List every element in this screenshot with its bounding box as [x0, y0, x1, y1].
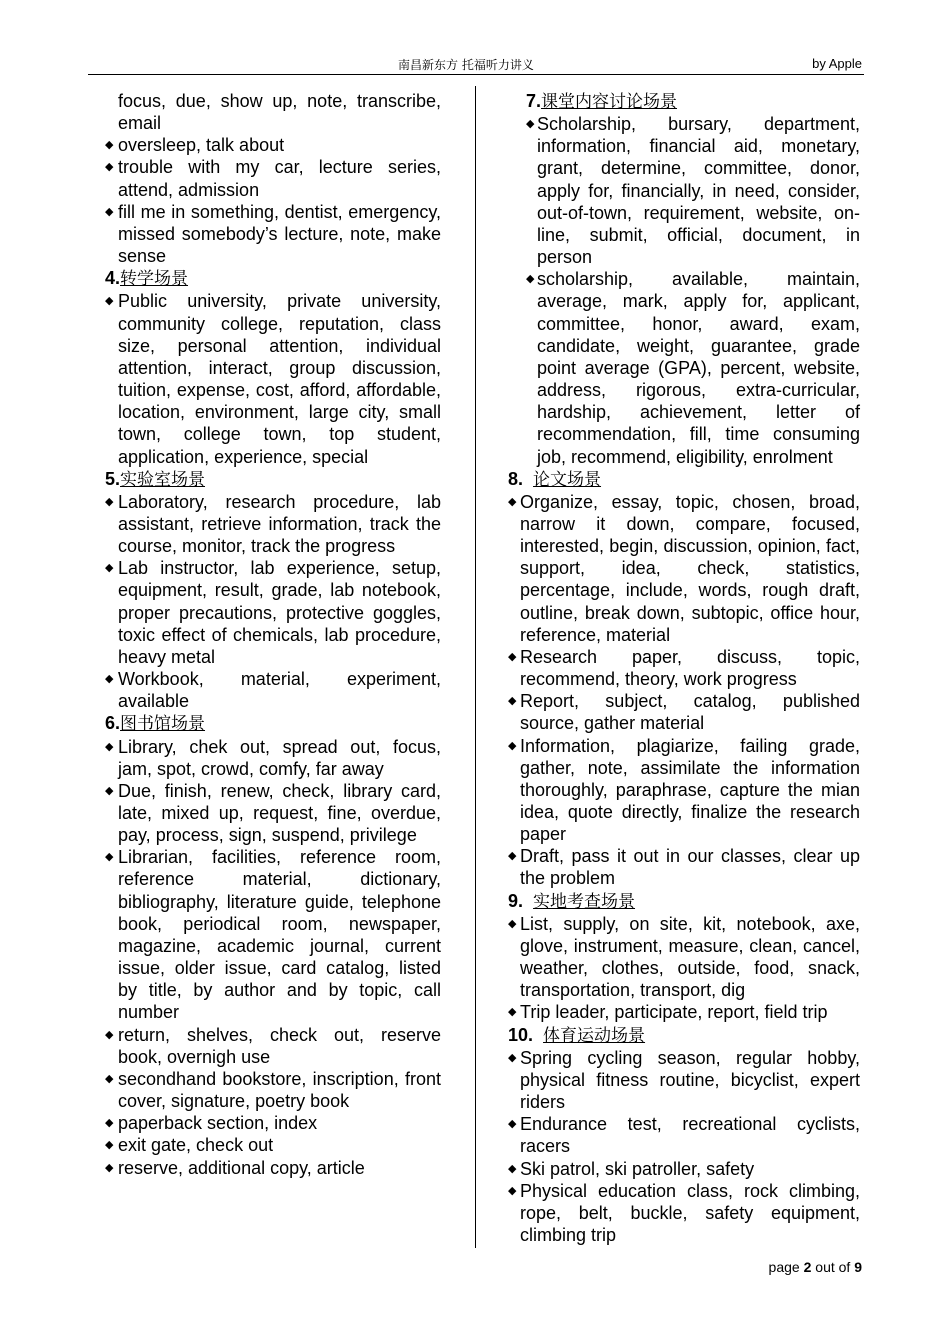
- section-number: 4.: [105, 268, 121, 289]
- list-item-text: scholarship, available, maintain, average, mark, apply for, applicant, committee, honor, award, exam, candidate, weight, guarantee, grade point average (GPA), percent, website, address, rigorous, extra-curricular, hardship, achievement, letter of recommendation, fill, time consuming job, recommend, eligibility, enrolment: [537, 269, 860, 467]
- section-heading: [105, 468, 441, 491]
- header-title: 南昌新东方 托福听力讲义: [398, 58, 534, 72]
- list-item-text: Scholarship, bursary, department, information, financial aid, monetary, grant, determine, committee, donor, apply for, financially, in need, consider, out-of-town, requirement, website, on-line, submit, official, document, in person: [537, 114, 860, 268]
- bullet-icon: ◆: [105, 495, 114, 508]
- list-item: [508, 690, 860, 734]
- list-item: [105, 156, 441, 200]
- list-item-text: List, supply, on site, kit, notebook, axe, glove, instrument, measure, clean, cancel, weather, clothes, outside, food, snack, transportation, transport, dig: [520, 913, 860, 1001]
- section-title: 实地考查场景: [533, 891, 636, 912]
- list-item: [526, 113, 860, 268]
- list-item: [105, 1068, 441, 1112]
- section-title: 图书馆场景: [120, 714, 206, 735]
- section-heading: [508, 468, 860, 491]
- list-item-text: Public university, private university, community college, reputation, class size, personal attention, individual attention, interact, group discussion, tuition, expense, cost, afford, affordable, location, environment, large city, small town, college town, top student, application, experience, special: [118, 291, 441, 467]
- bullet-icon: ◆: [508, 650, 517, 663]
- bullet-icon: ◆: [105, 1072, 114, 1085]
- bullet-icon: ◆: [105, 295, 114, 308]
- section-number: 5.: [105, 468, 121, 489]
- section-heading: [508, 1024, 860, 1047]
- list-item: [508, 1158, 860, 1180]
- list-item: [105, 1112, 441, 1134]
- list-item: [526, 268, 860, 467]
- section-title: 实验室场景: [120, 469, 206, 490]
- list-item: [105, 1134, 441, 1156]
- bullet-icon: ◆: [105, 161, 114, 174]
- page-header: [88, 56, 864, 75]
- list-item-text: Organize, essay, topic, chosen, broad, narrow it down, compare, focused, interested, begin, discussion, opinion, fact, support, idea, check, statistics, percentage, include, words, rough draft, outline, break down, subtopic, office hour, reference, material: [520, 491, 860, 645]
- list-item: [105, 1157, 441, 1179]
- bullet-icon: ◆: [105, 784, 114, 797]
- list-item: [105, 780, 441, 846]
- list-item-text: Information, plagiarize, failing grade, gather, note, assimilate the information thoroughly, paraphrase, capture the mian idea, quote directly, finalize the research paper: [520, 735, 860, 845]
- list-item: [508, 1113, 860, 1157]
- list-item-text: Trip leader, participate, report, field trip: [520, 1002, 828, 1023]
- list-item-text: Lab instructor, lab experience, setup, equipment, result, grade, lab notebook, proper precautions, protective goggles, toxic effect of chemicals, lab procedure, heavy metal: [118, 558, 441, 667]
- bullet-icon: ◆: [508, 1006, 517, 1019]
- bullet-icon: ◆: [508, 1051, 517, 1064]
- bullet-icon: ◆: [508, 739, 517, 752]
- list-item-text: Physical education class, rock climbing, rope, belt, buckle, safety equipment, climbing trip: [520, 1180, 860, 1245]
- list-item: [508, 1001, 860, 1023]
- section-number: 9.: [508, 890, 524, 911]
- list-item-text: Report, subject, catalog, published source, gather material: [520, 691, 860, 734]
- list-item-text: focus, due, show up, note, transcribe, email: [118, 91, 441, 134]
- list-item-text: Due, finish, renew, check, library card, late, mixed up, request, fine, overdue, pay, process, sign, suspend, privilege: [118, 780, 441, 846]
- list-item: [105, 134, 441, 156]
- list-item: [508, 491, 860, 646]
- section-heading: [105, 267, 441, 290]
- section-number: 6.: [105, 713, 121, 734]
- bullet-icon: ◆: [508, 1118, 517, 1131]
- bullet-icon: ◆: [508, 695, 517, 708]
- header-author: by Apple: [812, 56, 862, 71]
- section-title: 转学场景: [120, 269, 189, 290]
- list-item: [105, 201, 441, 267]
- bullet-icon: ◆: [105, 1161, 114, 1174]
- bullet-icon: ◆: [105, 1139, 114, 1152]
- list-item-text: paperback section, index: [118, 1113, 318, 1134]
- bullet-icon: ◆: [105, 205, 114, 218]
- bullet-icon: ◆: [105, 139, 114, 152]
- bullet-icon: ◆: [105, 1028, 114, 1041]
- bullet-icon: ◆: [508, 917, 517, 930]
- right-column: [508, 90, 860, 1246]
- bullet-icon: ◆: [105, 740, 114, 753]
- list-item-text: exit gate, check out: [118, 1135, 274, 1156]
- list-item-text: Ski patrol, ski patroller, safety: [520, 1158, 755, 1179]
- list-item-text: Spring cycling season, regular hobby, physical fitness routine, bicyclist, expert riders: [520, 1047, 860, 1113]
- list-item: [105, 846, 441, 1023]
- list-item-text: trouble with my car, lecture series, attend, admission: [118, 157, 441, 200]
- left-column: [105, 90, 441, 1179]
- section-heading: [105, 712, 441, 735]
- list-item: [508, 845, 860, 889]
- section-title: 论文场景: [533, 469, 602, 490]
- list-item: [105, 736, 441, 780]
- list-item-text: secondhand bookstore, inscription, front cover, signature, poetry book: [118, 1068, 441, 1112]
- list-item-text: Research paper, discuss, topic, recommend, theory, work progress: [520, 646, 860, 690]
- list-item-continued: [105, 90, 441, 134]
- page-number: 2: [803, 1259, 812, 1275]
- section-title: 课堂内容讨论场景: [541, 92, 678, 112]
- bullet-icon: ◆: [105, 562, 114, 575]
- list-item-text: reserve, additional copy, article: [118, 1157, 365, 1178]
- list-item: [105, 557, 441, 668]
- list-item: [508, 913, 860, 1002]
- bullet-icon: ◆: [105, 1117, 114, 1130]
- list-item: [508, 646, 860, 690]
- section-heading: [508, 890, 860, 913]
- bullet-icon: ◆: [508, 1162, 517, 1175]
- list-item-text: Endurance test, recreational cyclists, racers: [520, 1114, 860, 1157]
- list-item: [508, 735, 860, 846]
- list-item-text: Laboratory, research procedure, lab assistant, retrieve information, track the course, monitor, track the progress: [118, 491, 441, 557]
- bullet-icon: ◆: [105, 673, 114, 686]
- list-item-text: oversleep, talk about: [118, 135, 285, 156]
- section-number: 8.: [508, 468, 524, 489]
- list-item-text: fill me in something, dentist, emergency, missed somebody’s lecture, note, make sense: [118, 201, 441, 267]
- bullet-icon: ◆: [526, 118, 535, 131]
- bullet-icon: ◆: [508, 1184, 517, 1197]
- list-item: [508, 1047, 860, 1113]
- bullet-icon: ◆: [508, 495, 517, 508]
- list-item: [105, 1024, 441, 1068]
- bullet-icon: ◆: [508, 850, 517, 863]
- list-item-text: Draft, pass it out in our classes, clear up the problem: [520, 846, 860, 889]
- list-item-text: return, shelves, check out, reserve book, overnigh use: [118, 1024, 441, 1067]
- page-footer: [769, 1259, 862, 1275]
- list-item: [508, 1180, 860, 1246]
- section-number: 10.: [508, 1024, 534, 1045]
- section-heading: [526, 90, 860, 113]
- bullet-icon: ◆: [105, 851, 114, 864]
- list-item-text: Workbook, material, experiment, available: [118, 669, 441, 712]
- section-title: 体育运动场景: [543, 1025, 646, 1046]
- bullet-icon: ◆: [526, 273, 535, 286]
- list-item-text: Library, chek out, spread out, focus, jam, spot, crowd, comfy, far away: [118, 736, 441, 779]
- out-of-label: out of: [815, 1259, 851, 1275]
- section-number: 7.: [526, 91, 542, 111]
- list-item: [105, 491, 441, 557]
- list-item: [105, 290, 441, 467]
- list-item-text: Librarian, facilities, reference room, reference material, dictionary, bibliography, literature guide, telephone book, periodical room, newspaper, magazine, academic journal, current issue, older issue, card catalog, listed by title, by author and by topic, call number: [118, 847, 441, 1023]
- column-divider: [475, 86, 476, 1248]
- list-item: [105, 668, 441, 712]
- page-label: page: [768, 1259, 800, 1275]
- page-total: 9: [854, 1259, 862, 1275]
